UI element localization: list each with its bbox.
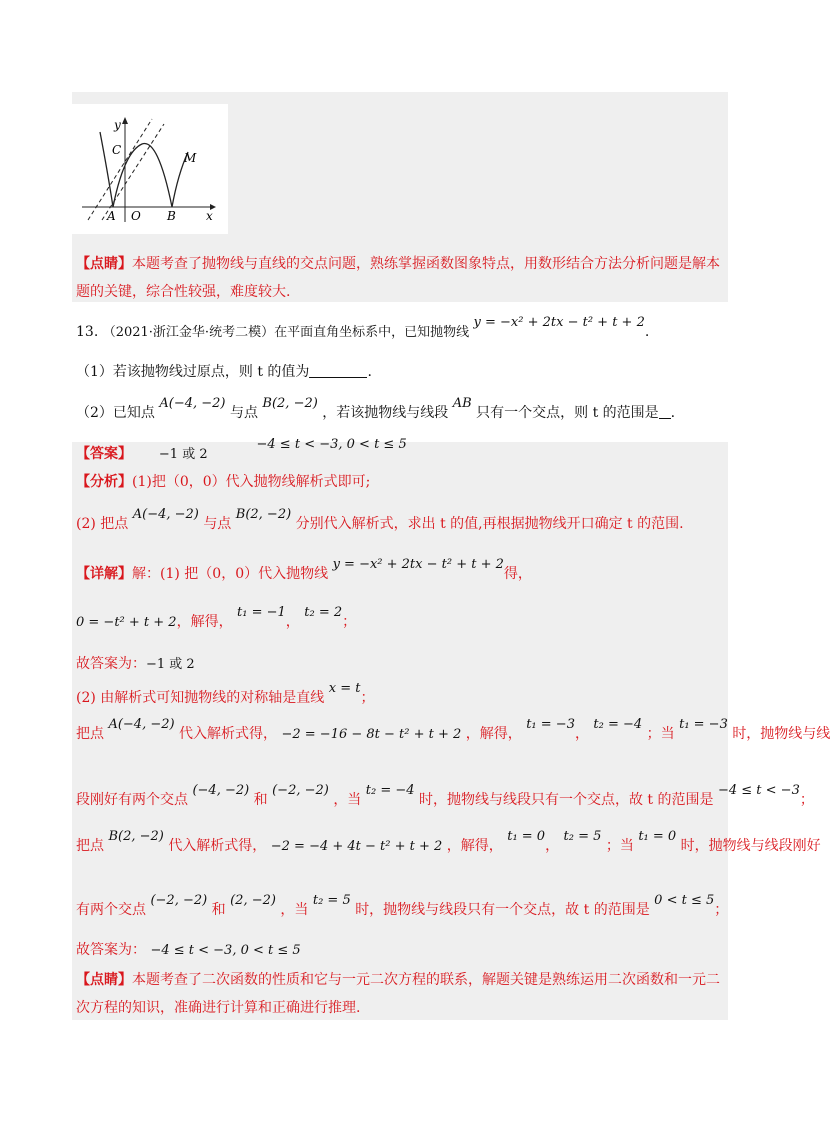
detail-line-6: 段刚好有两个交点 (−4, −2) 和 (−2, −2) ，当 t₂ = −4 时，抛物线与线段只有一个交点，故 t 的范围是 −4 ≤ t < −3； <box>76 783 814 808</box>
detail-line-8: 有两个交点 (−2, −2) 和 (2, −2) ，当 t₂ = 5 时，抛物线与线段只有一个交点，故 t 的范围是 0 < t ≤ 5； <box>76 893 729 918</box>
parabola-graph <box>72 104 228 234</box>
analysis-line-2: (2) 把点 A(−4, −2) 与点 B(2, −2) 分别代入解析式，求出 t 的值,再根据抛物线开口确定 t 的范围. <box>76 507 684 532</box>
y-axis-arrow <box>122 117 128 124</box>
detail-line-4: (2) 由解析式可知抛物线的对称轴是直线 x = t； <box>76 681 375 706</box>
point-m-label: M <box>184 151 197 165</box>
detail-line-7: 把点 B(2, −2) 代入解析式得， −2 = −4 + 4t − t² + t + 2 ，解得， t₁ = 0， t₂ = 5 ；当 t₁ = 0 时，抛物线与线段刚好 <box>76 829 821 854</box>
parabola-equation: y = −x² + 2tx − t² + t + 2 <box>473 315 645 330</box>
answer-line: 【答案】 −1 或 2 −4 ≤ t < −3, 0 < t ≤ 5 <box>76 437 407 462</box>
x-axis-label: x <box>206 209 213 223</box>
detail-line-9: 故答案为： −4 ≤ t < −3, 0 < t ≤ 5 <box>76 942 301 958</box>
dianjing-2-line-1: 【点睛】本题考查了二次函数的性质和它与一元二次方程的联系，解题关键是熟练运用二次函数和一元二 <box>76 972 720 988</box>
point-c-label: C <box>112 143 122 157</box>
detail-line-1: 【详解】解：(1) 把（0，0）代入抛物线 y = −x² + 2tx − t² + t + 2得， <box>76 557 532 582</box>
question-13-part-2: （2）已知点 A(−4, −2) 与点 B(2, −2) ，若该抛物线与线段 AB 只有一个交点，则 t 的范围是 . <box>76 396 676 421</box>
detail-line-3: 故答案为：−1 或 2 <box>76 656 195 672</box>
analysis-line-1: 【分析】(1)把（0，0）代入抛物线解析式即可; <box>76 474 371 490</box>
dianjing-2-line-2: 次方程的知识，准确进行计算和正确进行推理. <box>76 1000 361 1016</box>
answer-blank-1[interactable] <box>309 363 367 378</box>
question-13-stem: 13. （2021·浙江金华·统考二模）在平面直角坐标系中，已知抛物线 y = −x² + 2tx − t² + t + 2. <box>76 315 650 340</box>
dashed-line-2 <box>102 124 164 220</box>
y-axis-label: y <box>114 118 121 132</box>
answer-blank-2[interactable] <box>659 404 671 419</box>
parabola-figure <box>72 104 228 234</box>
origin-label: O <box>131 209 141 223</box>
question-13-part-1: （1）若该抛物线过原点，则 t 的值为 . <box>76 364 372 380</box>
detail-line-2: 0 = −t² + t + 2，解得， t₁ = −1， t₂ = 2； <box>76 605 357 630</box>
dianjing-1-line-2: 题的关键，综合性较强，难度较大. <box>76 284 291 300</box>
detail-line-5: 把点 A(−4, −2) 代入解析式得， −2 = −16 − 8t − t² + t + 2 ，解得， t₁ = −3， t₂ = −4 ；当 t₁ = −3 时，抛物线与线 <box>76 717 830 742</box>
point-a-label: A <box>107 209 116 223</box>
dianjing-1-line-1: 【点睛】本题考查了抛物线与直线的交点问题，熟练掌握函数图象特点，用数形结合方法分析问题是解本 <box>76 256 720 272</box>
dashed-line-1 <box>88 119 152 220</box>
point-b-label: B <box>167 209 176 223</box>
